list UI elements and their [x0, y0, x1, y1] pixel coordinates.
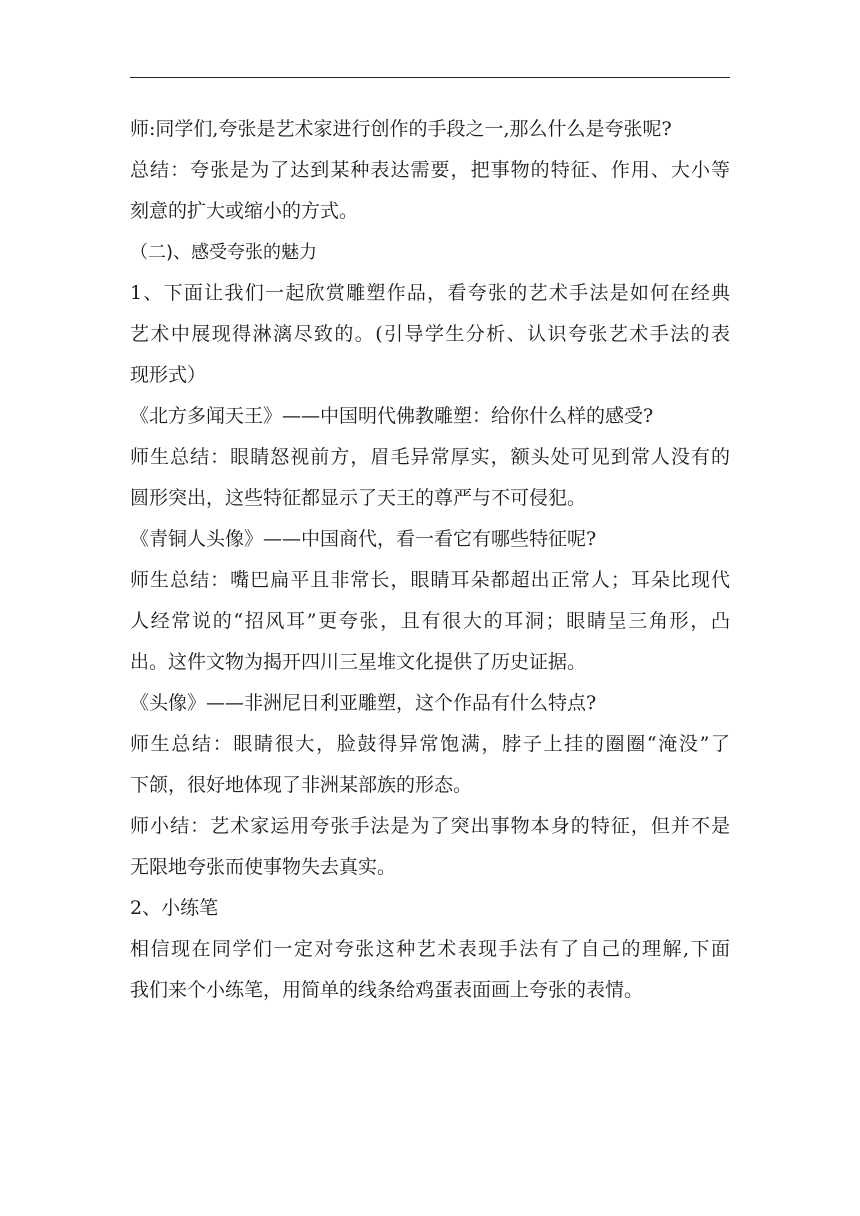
document-body: [130, 109, 730, 1011]
text-line: 刻意的扩大或缩小的方式。: [130, 200, 359, 222]
paragraph-artwork-2-summary: [130, 560, 730, 683]
text-line: 《北方多闻天王》——中国明代佛教雕塑：给你什么样的感受?: [130, 405, 654, 427]
text-line: 师生总结：嘴巴扁平且非常长，眼睛耳朵都超出正常人；耳朵比现代: [130, 569, 730, 591]
paragraph-summary-definition: [130, 150, 730, 232]
paragraph-teacher-question: [130, 109, 730, 150]
paragraph-artwork-2-question: [130, 519, 730, 560]
header-rule: [130, 77, 730, 78]
paragraph-artwork-1-question: [130, 396, 730, 437]
text-line: 无限地夸张而使事物失去真实。: [130, 856, 397, 878]
text-line: 1、下面让我们一起欣赏雕塑作品，看夸张的艺术手法是如何在经典: [130, 282, 730, 304]
section-heading: [130, 232, 730, 273]
text-line: 师小结：艺术家运用夸张手法是为了突出事物本身的特征，但并不是: [130, 815, 730, 837]
text-line: 《头像》——非洲尼日利亚雕塑，这个作品有什么特点?: [130, 692, 597, 714]
paragraph-artwork-3-summary: [130, 724, 730, 806]
text-line: 师生总结：眼睛怒视前方，眉毛异常厚实，额头处可见到常人没有的: [130, 446, 730, 468]
paragraph-teacher-conclusion: [130, 806, 730, 888]
section-heading-text: （二)、感受夸张的魅力: [130, 242, 318, 263]
text-line: 我们来个小练笔，用简单的线条给鸡蛋表面画上夸张的表情。: [130, 979, 644, 1001]
paragraph-artwork-3-question: [130, 683, 730, 724]
paragraph-practice-heading: [130, 888, 730, 929]
text-line: 艺术中展现得淋漓尽致的。(引导学生分析、认识夸张艺术手法的表: [130, 323, 730, 345]
paragraph-appreciation-intro: [130, 273, 730, 396]
text-line: 出。这件文物为揭开四川三星堆文化提供了历史证据。: [130, 651, 587, 673]
text-line: 师:同学们,夸张是艺术家进行创作的手段之一,那么什么是夸张呢?: [130, 118, 672, 140]
paragraph-artwork-1-summary: [130, 437, 730, 519]
text-line: 师生总结：眼睛很大，脸鼓得异常饱满，脖子上挂的圈圈“淹没”了: [130, 733, 730, 755]
text-line: 《青铜人头像》——中国商代，看一看它有哪些特征呢?: [130, 528, 597, 550]
text-line: 圆形突出，这些特征都显示了天王的尊严与不可侵犯。: [130, 487, 587, 509]
text-line: 相信现在同学们一定对夸张这种艺术表现手法有了自己的理解,下面: [130, 938, 730, 960]
text-line: 2、小练笔: [130, 897, 219, 919]
text-line: 人经常说的“招风耳”更夸张，且有很大的耳洞；眼睛呈三角形，凸: [130, 610, 730, 632]
text-line: 现形式）: [130, 364, 207, 386]
text-line: 下颌，很好地体现了非洲某部族的形态。: [130, 774, 473, 796]
paragraph-practice-instructions: [130, 929, 730, 1011]
text-line: 总结：夸张是为了达到某种表达需要，把事物的特征、作用、大小等: [130, 159, 730, 181]
